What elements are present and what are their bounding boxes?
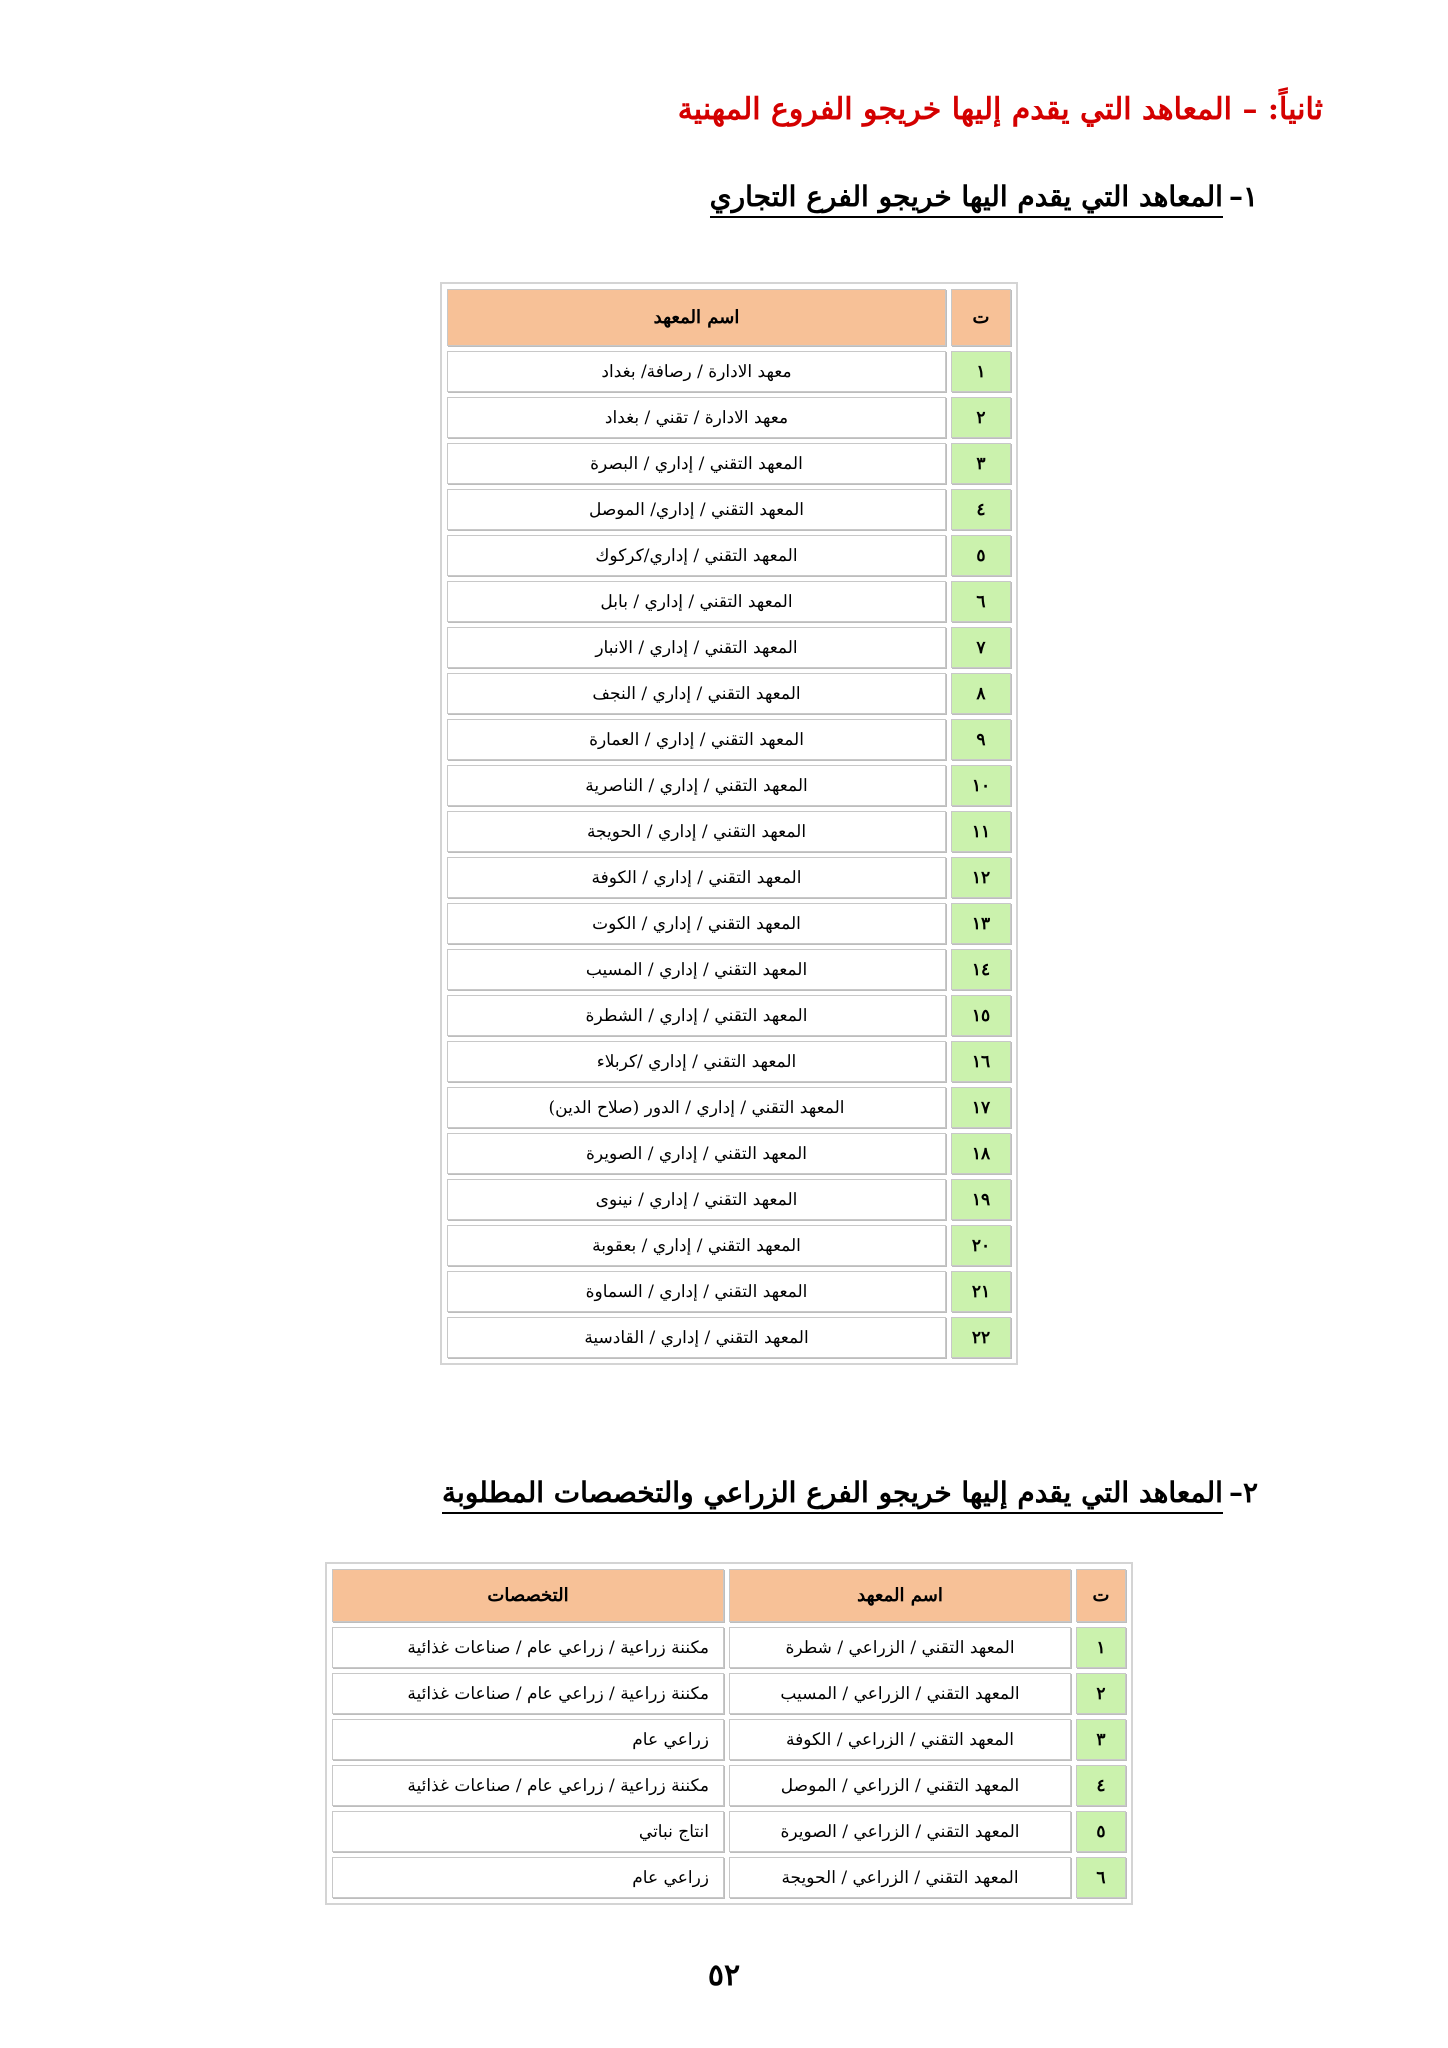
institute-name: المعهد التقني / الزراعي / الحويجة — [729, 1857, 1071, 1898]
row-index: ١١ — [951, 811, 1011, 852]
row-index: ٦ — [951, 581, 1011, 622]
section-2-number: ٢– — [1228, 1476, 1258, 1509]
specialties: مكننة زراعية / زراعي عام / صناعات غذائية — [332, 1627, 724, 1668]
institute-name: المعهد التقني / إداري / نينوى — [447, 1179, 946, 1220]
institute-name: المعهد التقني / إداري / النجف — [447, 673, 946, 714]
table-row — [447, 765, 1011, 806]
page-heading: ثانياً: – المعاهد التي يقدم إليها خريجو الفروع المهنية — [677, 92, 1323, 127]
institute-name: المعهد التقني / إداري / السماوة — [447, 1271, 946, 1312]
row-index: ٨ — [951, 673, 1011, 714]
table-row — [447, 1317, 1011, 1358]
table-row — [447, 719, 1011, 760]
table-row — [447, 1133, 1011, 1174]
commercial-institutes-body — [447, 351, 1011, 1358]
table-row — [332, 1765, 1126, 1806]
row-index: ١٨ — [951, 1133, 1011, 1174]
specialties: مكننة زراعية / زراعي عام / صناعات غذائية — [332, 1673, 724, 1714]
specialties: زراعي عام — [332, 1857, 724, 1898]
specialties: انتاج نباتي — [332, 1811, 724, 1852]
institute-name: المعهد التقني / إداري / القادسية — [447, 1317, 946, 1358]
row-index: ١٤ — [951, 949, 1011, 990]
page-number: ٥٢ — [707, 1958, 741, 1993]
table-row — [447, 489, 1011, 530]
section-1-heading — [710, 180, 1258, 213]
institute-name: المعهد التقني / إداري / الصويرة — [447, 1133, 946, 1174]
table-header-row — [332, 1569, 1126, 1622]
institute-name: المعهد التقني / إداري / البصرة — [447, 443, 946, 484]
table-row — [447, 949, 1011, 990]
table-row — [332, 1673, 1126, 1714]
row-index: ٤ — [951, 489, 1011, 530]
row-index: ٧ — [951, 627, 1011, 668]
row-index: ١ — [1076, 1627, 1126, 1668]
institute-name: المعهد التقني / إداري / بعقوبة — [447, 1225, 946, 1266]
institute-name: المعهد التقني / إداري / الانبار — [447, 627, 946, 668]
section-1-title: المعاهد التي يقدم اليها خريجو الفرع التجاري — [710, 180, 1223, 218]
institute-name: المعهد التقني / إداري/كركوك — [447, 535, 946, 576]
table-row — [447, 1087, 1011, 1128]
row-index: ١٣ — [951, 903, 1011, 944]
table-row — [447, 673, 1011, 714]
row-index: ٢ — [951, 397, 1011, 438]
institute-name: المعهد التقني / إداري / المسيب — [447, 949, 946, 990]
institute-name: المعهد التقني / الزراعي / الكوفة — [729, 1719, 1071, 1760]
row-index: ١٢ — [951, 857, 1011, 898]
institute-name: المعهد التقني / إداري / الناصرية — [447, 765, 946, 806]
institute-name: المعهد التقني / الزراعي / المسيب — [729, 1673, 1071, 1714]
table-row — [447, 535, 1011, 576]
institute-name: المعهد التقني / إداري / الشطرة — [447, 995, 946, 1036]
row-index: ١٧ — [951, 1087, 1011, 1128]
section-1-number: ١– — [1228, 180, 1258, 213]
commercial-institutes-table — [440, 282, 1018, 1365]
institute-name: المعهد التقني / إداري / العمارة — [447, 719, 946, 760]
section-2-heading — [442, 1476, 1258, 1509]
table-row — [332, 1627, 1126, 1668]
section-2-title: المعاهد التي يقدم إليها خريجو الفرع الزراعي والتخصصات المطلوبة — [442, 1476, 1223, 1514]
agricultural-institutes-body — [332, 1627, 1126, 1898]
institute-name: المعهد التقني / إداري / الكوفة — [447, 857, 946, 898]
specialties: مكننة زراعية / زراعي عام / صناعات غذائية — [332, 1765, 724, 1806]
row-index: ٦ — [1076, 1857, 1126, 1898]
column-header-index: ت — [1076, 1569, 1126, 1622]
row-index: ١٦ — [951, 1041, 1011, 1082]
row-index: ٢٠ — [951, 1225, 1011, 1266]
institute-name: المعهد التقني / إداري / الدور (صلاح الدين) — [447, 1087, 946, 1128]
table-row — [447, 903, 1011, 944]
table-row — [447, 581, 1011, 622]
table-row — [447, 811, 1011, 852]
institute-name: المعهد التقني / إداري / الكوت — [447, 903, 946, 944]
institute-name: المعهد التقني / الزراعي / الموصل — [729, 1765, 1071, 1806]
institute-name: المعهد التقني / الزراعي / الصويرة — [729, 1811, 1071, 1852]
row-index: ٣ — [951, 443, 1011, 484]
table-row — [447, 1271, 1011, 1312]
row-index: ١ — [951, 351, 1011, 392]
table-row — [447, 1179, 1011, 1220]
column-header-specialties: التخصصات — [332, 1569, 724, 1622]
institute-name: المعهد التقني / الزراعي / شطرة — [729, 1627, 1071, 1668]
table-row — [447, 1041, 1011, 1082]
row-index: ١٠ — [951, 765, 1011, 806]
institute-name: معهد الادارة / رصافة/ بغداد — [447, 351, 946, 392]
table-row — [447, 995, 1011, 1036]
column-header-institute-name: اسم المعهد — [447, 289, 946, 346]
table-row — [447, 857, 1011, 898]
table-row — [332, 1811, 1126, 1852]
table-row — [447, 1225, 1011, 1266]
institute-name: المعهد التقني / إداري / الحويجة — [447, 811, 946, 852]
table-row — [447, 443, 1011, 484]
row-index: ٢١ — [951, 1271, 1011, 1312]
table-row — [447, 397, 1011, 438]
table-header-row — [447, 289, 1011, 346]
institute-name: المعهد التقني / إداري /كربلاء — [447, 1041, 946, 1082]
row-index: ١٩ — [951, 1179, 1011, 1220]
row-index: ٣ — [1076, 1719, 1126, 1760]
row-index: ٥ — [951, 535, 1011, 576]
table-row — [447, 627, 1011, 668]
table-row — [447, 351, 1011, 392]
institute-name: معهد الادارة / تقني / بغداد — [447, 397, 946, 438]
row-index: ٢ — [1076, 1673, 1126, 1714]
row-index: ٥ — [1076, 1811, 1126, 1852]
institute-name: المعهد التقني / إداري/ الموصل — [447, 489, 946, 530]
table-row — [332, 1857, 1126, 1898]
row-index: ٩ — [951, 719, 1011, 760]
specialties: زراعي عام — [332, 1719, 724, 1760]
row-index: ٤ — [1076, 1765, 1126, 1806]
row-index: ٢٢ — [951, 1317, 1011, 1358]
institute-name: المعهد التقني / إداري / بابل — [447, 581, 946, 622]
row-index: ١٥ — [951, 995, 1011, 1036]
column-header-institute-name: اسم المعهد — [729, 1569, 1071, 1622]
table-row — [332, 1719, 1126, 1760]
agricultural-institutes-table — [325, 1562, 1133, 1905]
column-header-index: ت — [951, 289, 1011, 346]
